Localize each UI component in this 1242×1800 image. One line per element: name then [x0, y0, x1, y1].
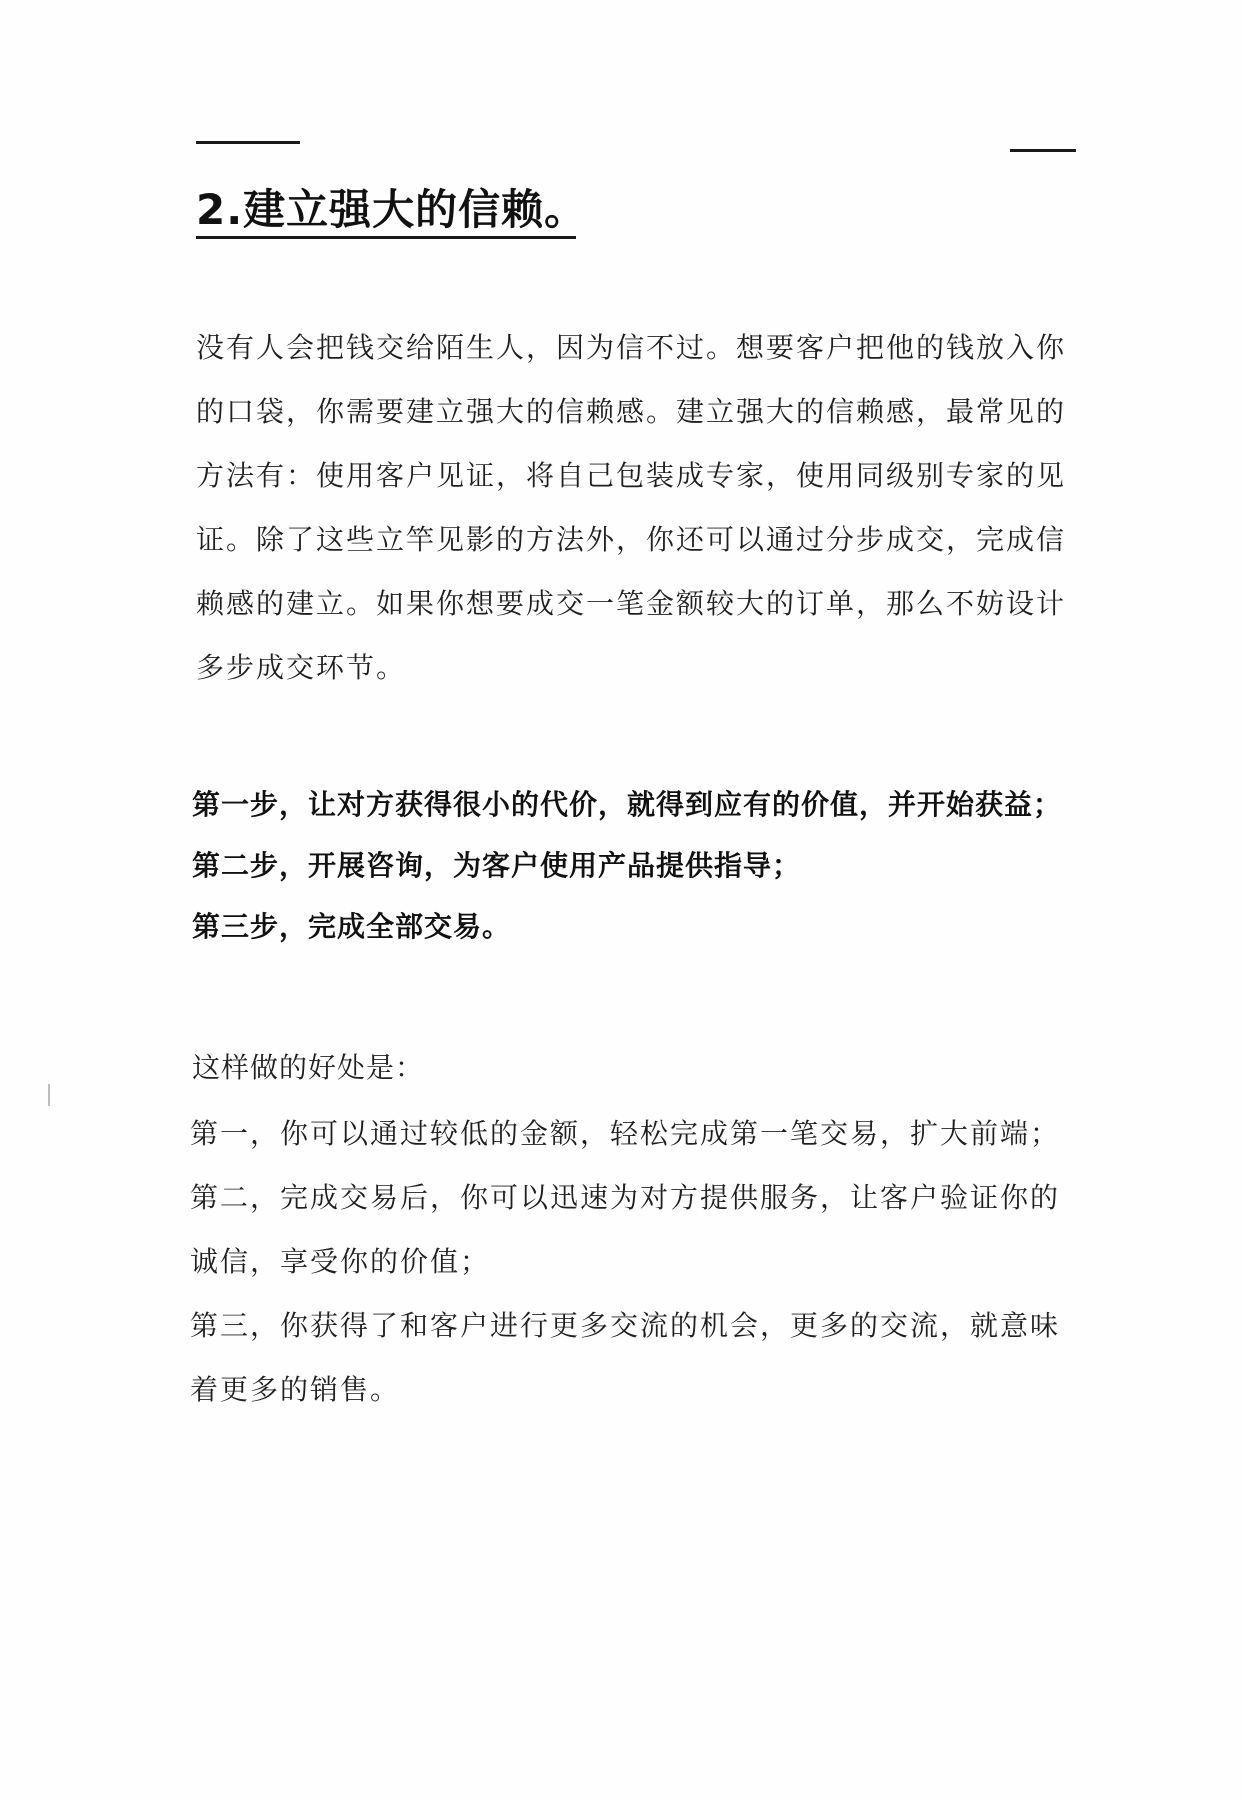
benefits-intro: 这样做的好处是： — [192, 1051, 425, 1084]
header-rule-right — [1010, 149, 1076, 152]
step-item: 第一步，让对方获得很小的代价，就得到应有的价值，并开始获益； — [192, 788, 1063, 821]
step-item: 第三步，完成全部交易。 — [192, 910, 512, 943]
benefit-item: 第一，你可以通过较低的金额，轻松完成第一笔交易，扩大前端； — [190, 1117, 1061, 1150]
heading-underline — [196, 236, 576, 239]
benefits-list — [190, 1102, 1080, 1422]
benefit-item: 第三，你获得了和客户进行更多交流的机会，更多的交流，就意味着更多的销售。 — [190, 1309, 1061, 1406]
header-rule-left — [196, 141, 300, 144]
benefit-item: 第二，完成交易后，你可以迅速为对方提供服务，让客户验证你的诚信，享受你的价值； — [190, 1181, 1061, 1278]
intro-paragraph: 没有人会把钱交给陌生人，因为信不过。想要客户把他的钱放入你的口袋，你需要建立强大的信赖感。建立强大的信赖感，最常见的方法有：使用客户见证，将自己包装成专家，使用同级别专家的见证。除了这些立竿见影的方法外，你还可以通过分步成交，完成信赖感的建立。如果你想要成交一笔金额较大的订单，那么不妨设计多步成交环节。 — [196, 331, 1067, 684]
scan-artifact — [48, 1084, 50, 1106]
step-item: 第二步，开展咨询，为客户使用产品提供指导； — [192, 849, 802, 882]
section-heading: 2.建立强大的信赖。 — [196, 185, 588, 234]
steps-list — [192, 774, 1092, 957]
